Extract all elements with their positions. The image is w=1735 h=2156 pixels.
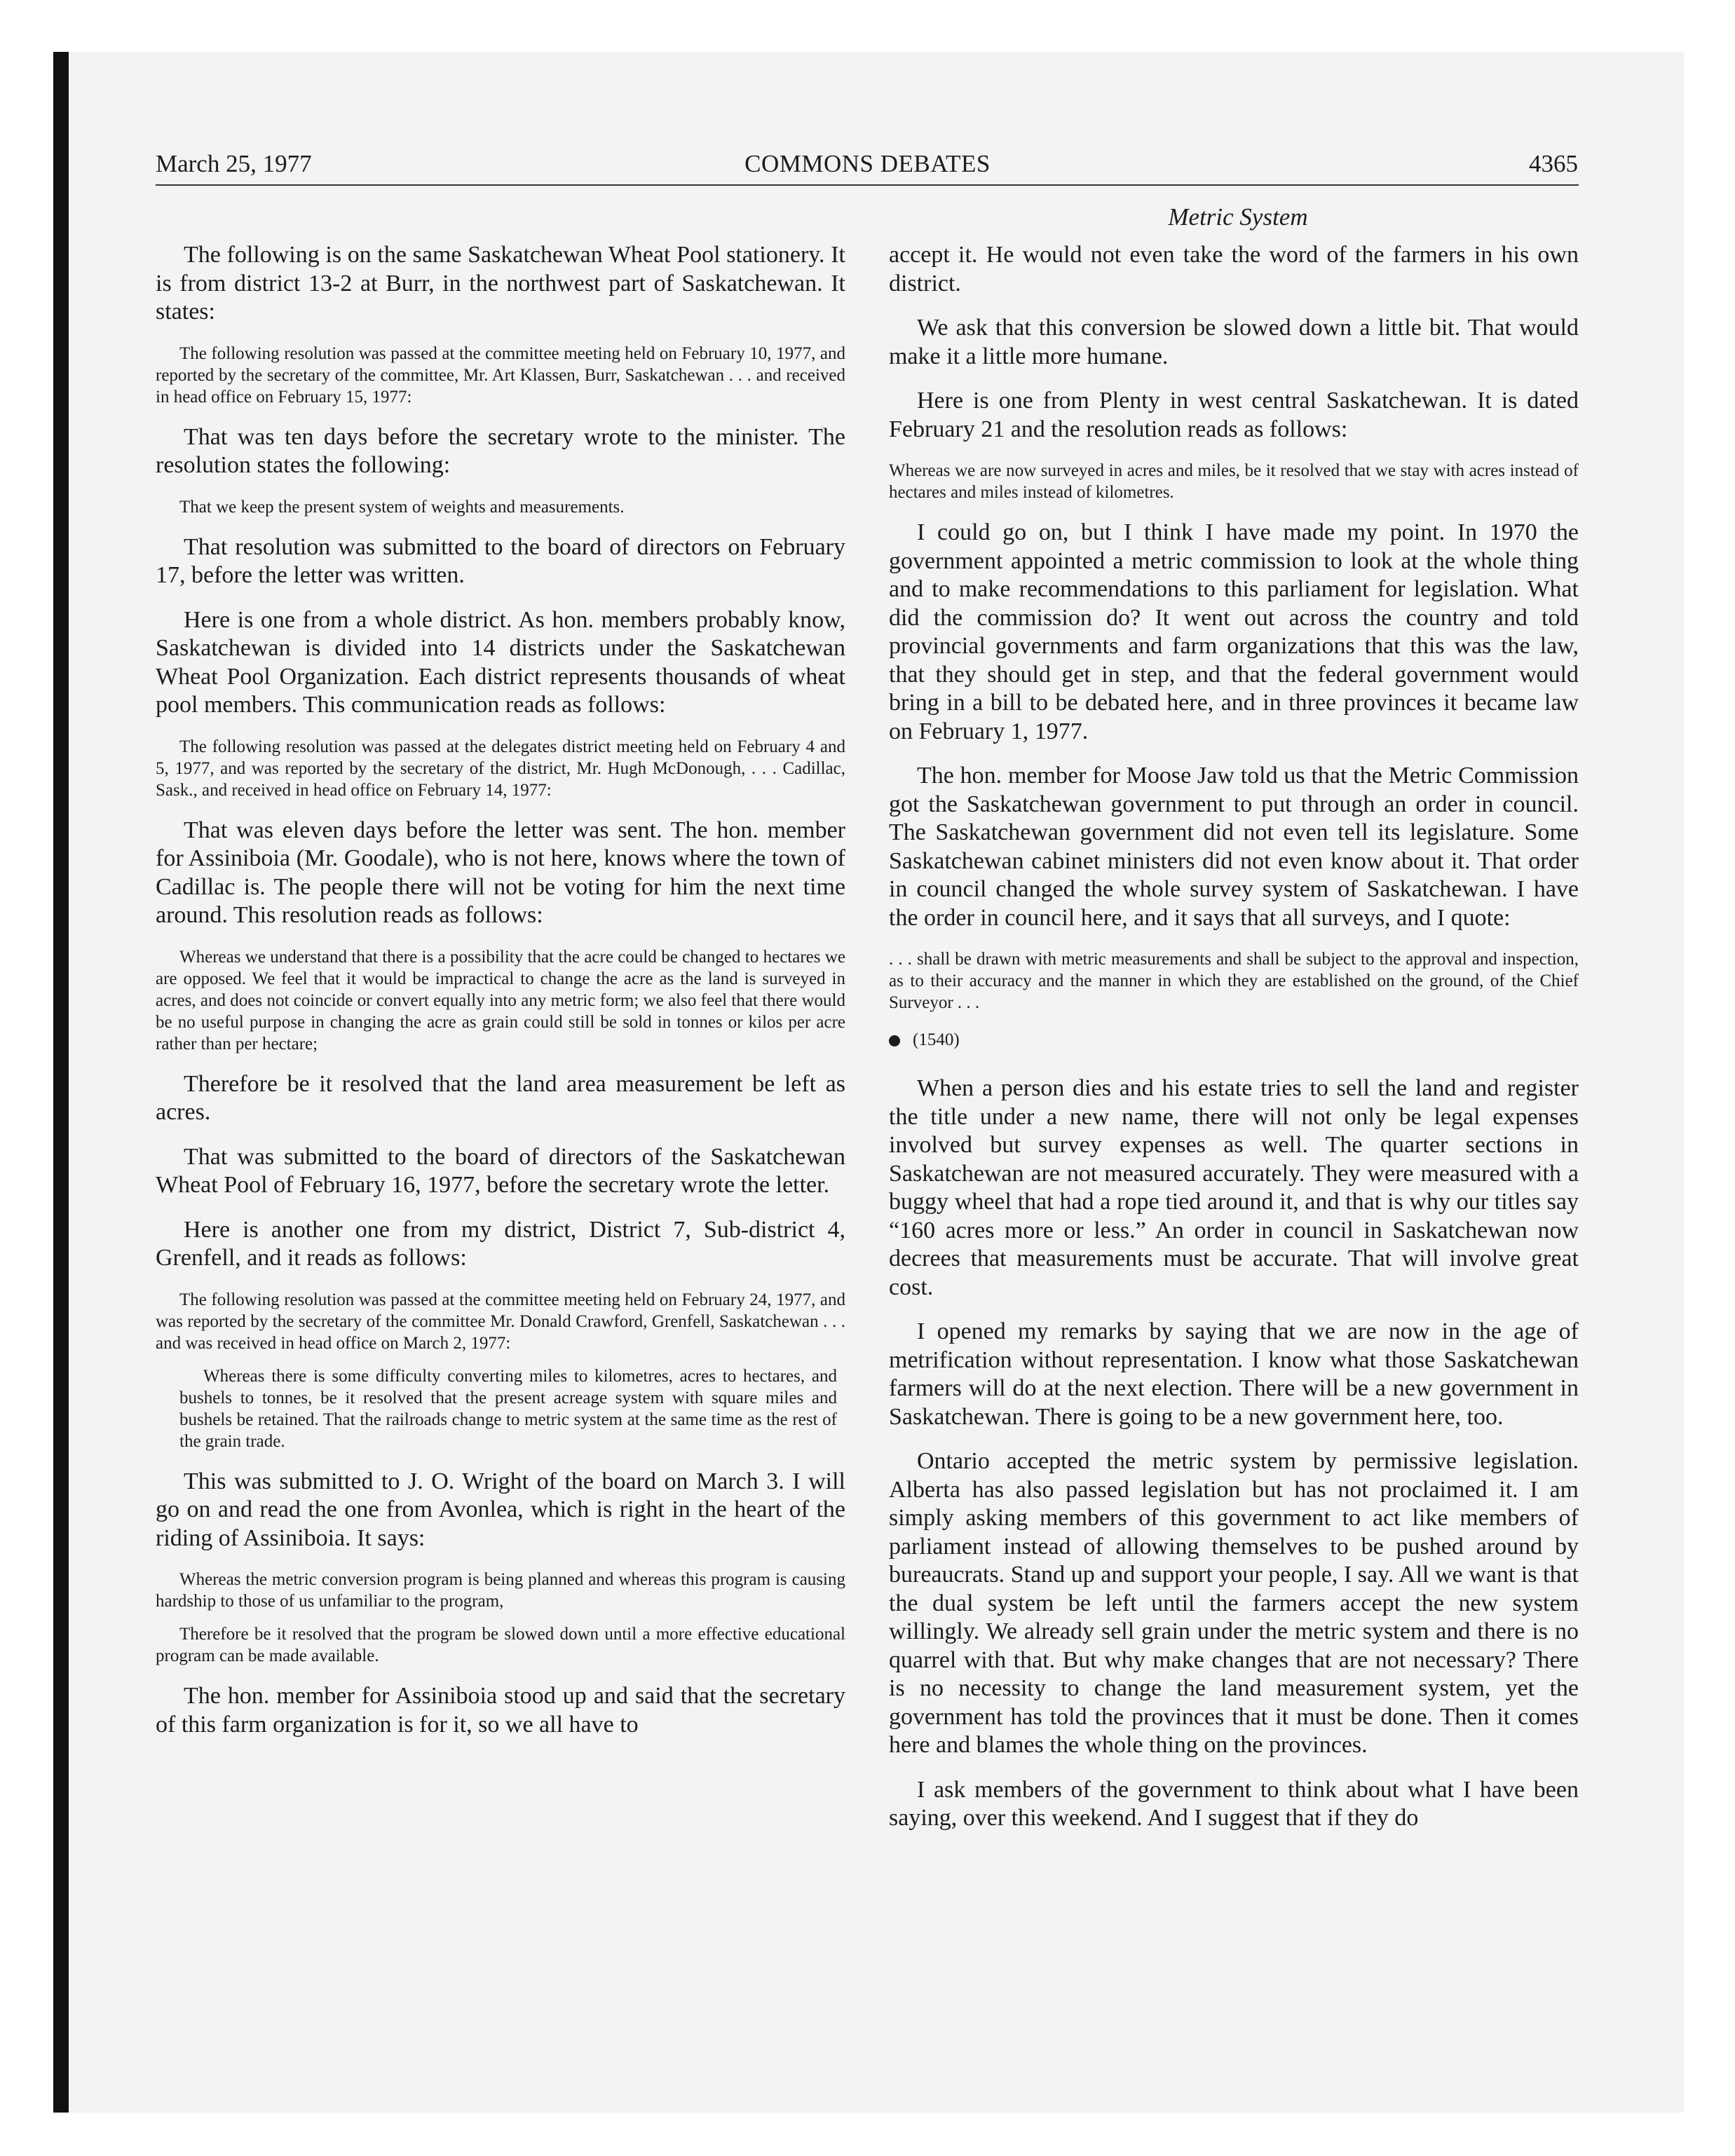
time-marker bbox=[889, 1029, 1579, 1051]
quoted-resolution: That we keep the present system of weights and measurements. bbox=[179, 497, 625, 517]
paragraph: Ontario accepted the metric system by permissive legislation. Alberta has also passed legislation but has not proclaimed it. I am simply asking members of this government to act like members of parliament instead of allowing themselves to be pushed around by bureaucrats. Stand up and support your people, I say. All we want is that the dual system be left until the farmers accept the new system willingly. We already sell grain under the metric system and there is no quarrel with that. But why make changes that are not necessary? There is no necessity to change the land measurement system, yet the government has told the provinces that it must be done. Then it comes here and blames the whole thing on the provinces. bbox=[889, 1448, 1579, 1758]
paragraph: Therefore be it resolved that the land area measurement be left as acres. bbox=[156, 1070, 845, 1125]
header-date: March 25, 1977 bbox=[156, 150, 312, 177]
bullet-icon bbox=[889, 1035, 900, 1046]
paragraph: The following is on the same Saskatchewan Wheat Pool stationery. It is from district 13-2 at Burr, in the northwest part of Saskatchewan. It states: bbox=[156, 242, 845, 325]
binding-edge bbox=[53, 52, 69, 2113]
paragraph: Here is one from a whole district. As hon. members probably know, Saskatchewan is divided into 14 districts under the Saskatchewan Wheat Pool Organization. Each district represents thousands of wheat pool members. This communication reads as follows: bbox=[156, 606, 845, 718]
paragraph: accept it. He would not even take the word of the farmers in his own district. bbox=[889, 242, 1579, 296]
paragraph: That resolution was submitted to the board of directors on February 17, before the letter was written. bbox=[156, 533, 845, 588]
quoted-resolution: The following resolution was passed at the committee meeting held on February 24, 1977, and was reported by the secretary of the committee Mr. Donald Crawford, Grenfell, Saskatchewan . . . and was received in head office on March 2, 1977: bbox=[156, 1290, 845, 1353]
quoted-resolution: The following resolution was passed at the delegates district meeting held on February 4 and 5, 1977, and was reported by the secretary of the district, Mr. Hugh McDonough, . . . Cadillac, Sask., and received in head office on February 14, 1977: bbox=[156, 737, 845, 800]
paragraph: I could go on, but I think I have made my point. In 1970 the government appointed a metric commission to look at the whole thing and to make recommendations to this parliament for legislation. What did the commission do? It went out across the country and told provincial governments and farm organizations that this was the law, that they should get in step, and that the federal government would bring in a bill to be debated here, and in three provinces it became law on February 1, 1977. bbox=[889, 519, 1579, 744]
quoted-resolution: Whereas we are now surveyed in acres and miles, be it resolved that we stay with acres instead of hectares and miles instead of kilometres. bbox=[889, 461, 1579, 502]
right-column bbox=[889, 241, 1579, 1849]
quoted-resolution: The following resolution was passed at the committee meeting held on February 10, 1977, and reported by the secretary of the committee, Mr. Art Klassen, Burr, Saskatchewan . . . and received in head office on February 15, 1977: bbox=[156, 343, 845, 407]
header-rule bbox=[156, 184, 1579, 186]
paragraph: Here is another one from my district, District 7, Sub-district 4, Grenfell, and it reads as follows: bbox=[156, 1216, 845, 1271]
header-page-number: 4365 bbox=[1529, 150, 1578, 177]
paragraph: I opened my remarks by saying that we are now in the age of metrification without representation. I know what those Saskatchewan farmers will do at the next election. There will be a new government in Saskatchewan. There is going to be a new government here, too. bbox=[889, 1318, 1579, 1430]
quoted-resolution: Whereas the metric conversion program is being planned and whereas this program is causing hardship to those of us unfamiliar to the program, bbox=[156, 1570, 845, 1611]
header-title: COMMONS DEBATES bbox=[744, 150, 991, 177]
paragraph: That was eleven days before the letter was sent. The hon. member for Assiniboia (Mr. Goodale), who is not here, knows where the town of Cadillac is. The people there will not be voting for him the next time around. This resolution reads as follows: bbox=[156, 817, 845, 928]
paragraph: The hon. member for Assiniboia stood up and said that the secretary of this farm organization is for it, so we all have to bbox=[156, 1683, 845, 1738]
left-column bbox=[156, 241, 845, 1755]
quoted-resolution-nested: Whereas there is some difficulty converting miles to kilometres, acres to hectares, and bushels to tonnes, be it resolved that the present acreage system with square miles and bushels be retained. That the railroads change to metric system at the same time as the rest of the grain trade. bbox=[179, 1366, 837, 1451]
paragraph: I ask members of the government to think about what I have been saying, over this weekend. And I suggest that if they do bbox=[889, 1776, 1579, 1831]
time-marker-label: (1540) bbox=[913, 1030, 960, 1049]
paragraph: That was ten days before the secretary wrote to the minister. The resolution states the following: bbox=[156, 423, 845, 478]
paragraph: We ask that this conversion be slowed down a little bit. That would make it a little more humane. bbox=[889, 315, 1579, 369]
paragraph: That was submitted to the board of directors of the Saskatchewan Wheat Pool of February 16, 1977, before the secretary wrote the letter. bbox=[156, 1143, 845, 1198]
running-title: Metric System bbox=[1168, 203, 1308, 231]
paragraph: The hon. member for Moose Jaw told us that the Metric Commission got the Saskatchewan government to put through an order in council. The Saskatchewan government did not even tell its legislature. Some Saskatchewan cabinet ministers did not even know about it. That order in council changed the whole survey system of Saskatchewan. I have the order in council here, and it says that all surveys, and I quote: bbox=[889, 763, 1579, 931]
quoted-resolution: Therefore be it resolved that the program be slowed down until a more effective educational program can be made available. bbox=[156, 1625, 845, 1665]
paragraph: When a person dies and his estate tries to sell the land and register the title under a new name, there will not only be legal expenses involved but survey expenses as well. The quarter sections in Saskatchewan are not measured accurately. They were measured with a buggy wheel that had a rope tied around it, and that is why our titles say “160 acres more or less.” An order in council in Saskatchewan now decrees that measurements must be accurate. That will involve great cost. bbox=[889, 1075, 1579, 1300]
quoted-order: . . . shall be drawn with metric measurements and shall be subject to the approval and inspection, as to their accuracy and the manner in which they are established on the ground, of the Chief Surveyor . . . bbox=[889, 950, 1579, 1012]
quoted-resolution: Whereas we understand that there is a possibility that the acre could be changed to hectares we are opposed. We feel that it would be impractical to change the acre as the land is surveyed in acres, and does not coincide or convert equally into any metric form; we also feel that there would be no useful purpose in changing the acre as grain could still be sold in tonnes or kilos per acre rather than per hectare; bbox=[156, 947, 845, 1053]
paragraph: This was submitted to J. O. Wright of the board on March 3. I will go on and read the one from Avonlea, which is right in the heart of the riding of Assiniboia. It says: bbox=[156, 1468, 845, 1551]
paragraph: Here is one from Plenty in west central Saskatchewan. It is dated February 21 and the resolution reads as follows: bbox=[889, 388, 1579, 442]
